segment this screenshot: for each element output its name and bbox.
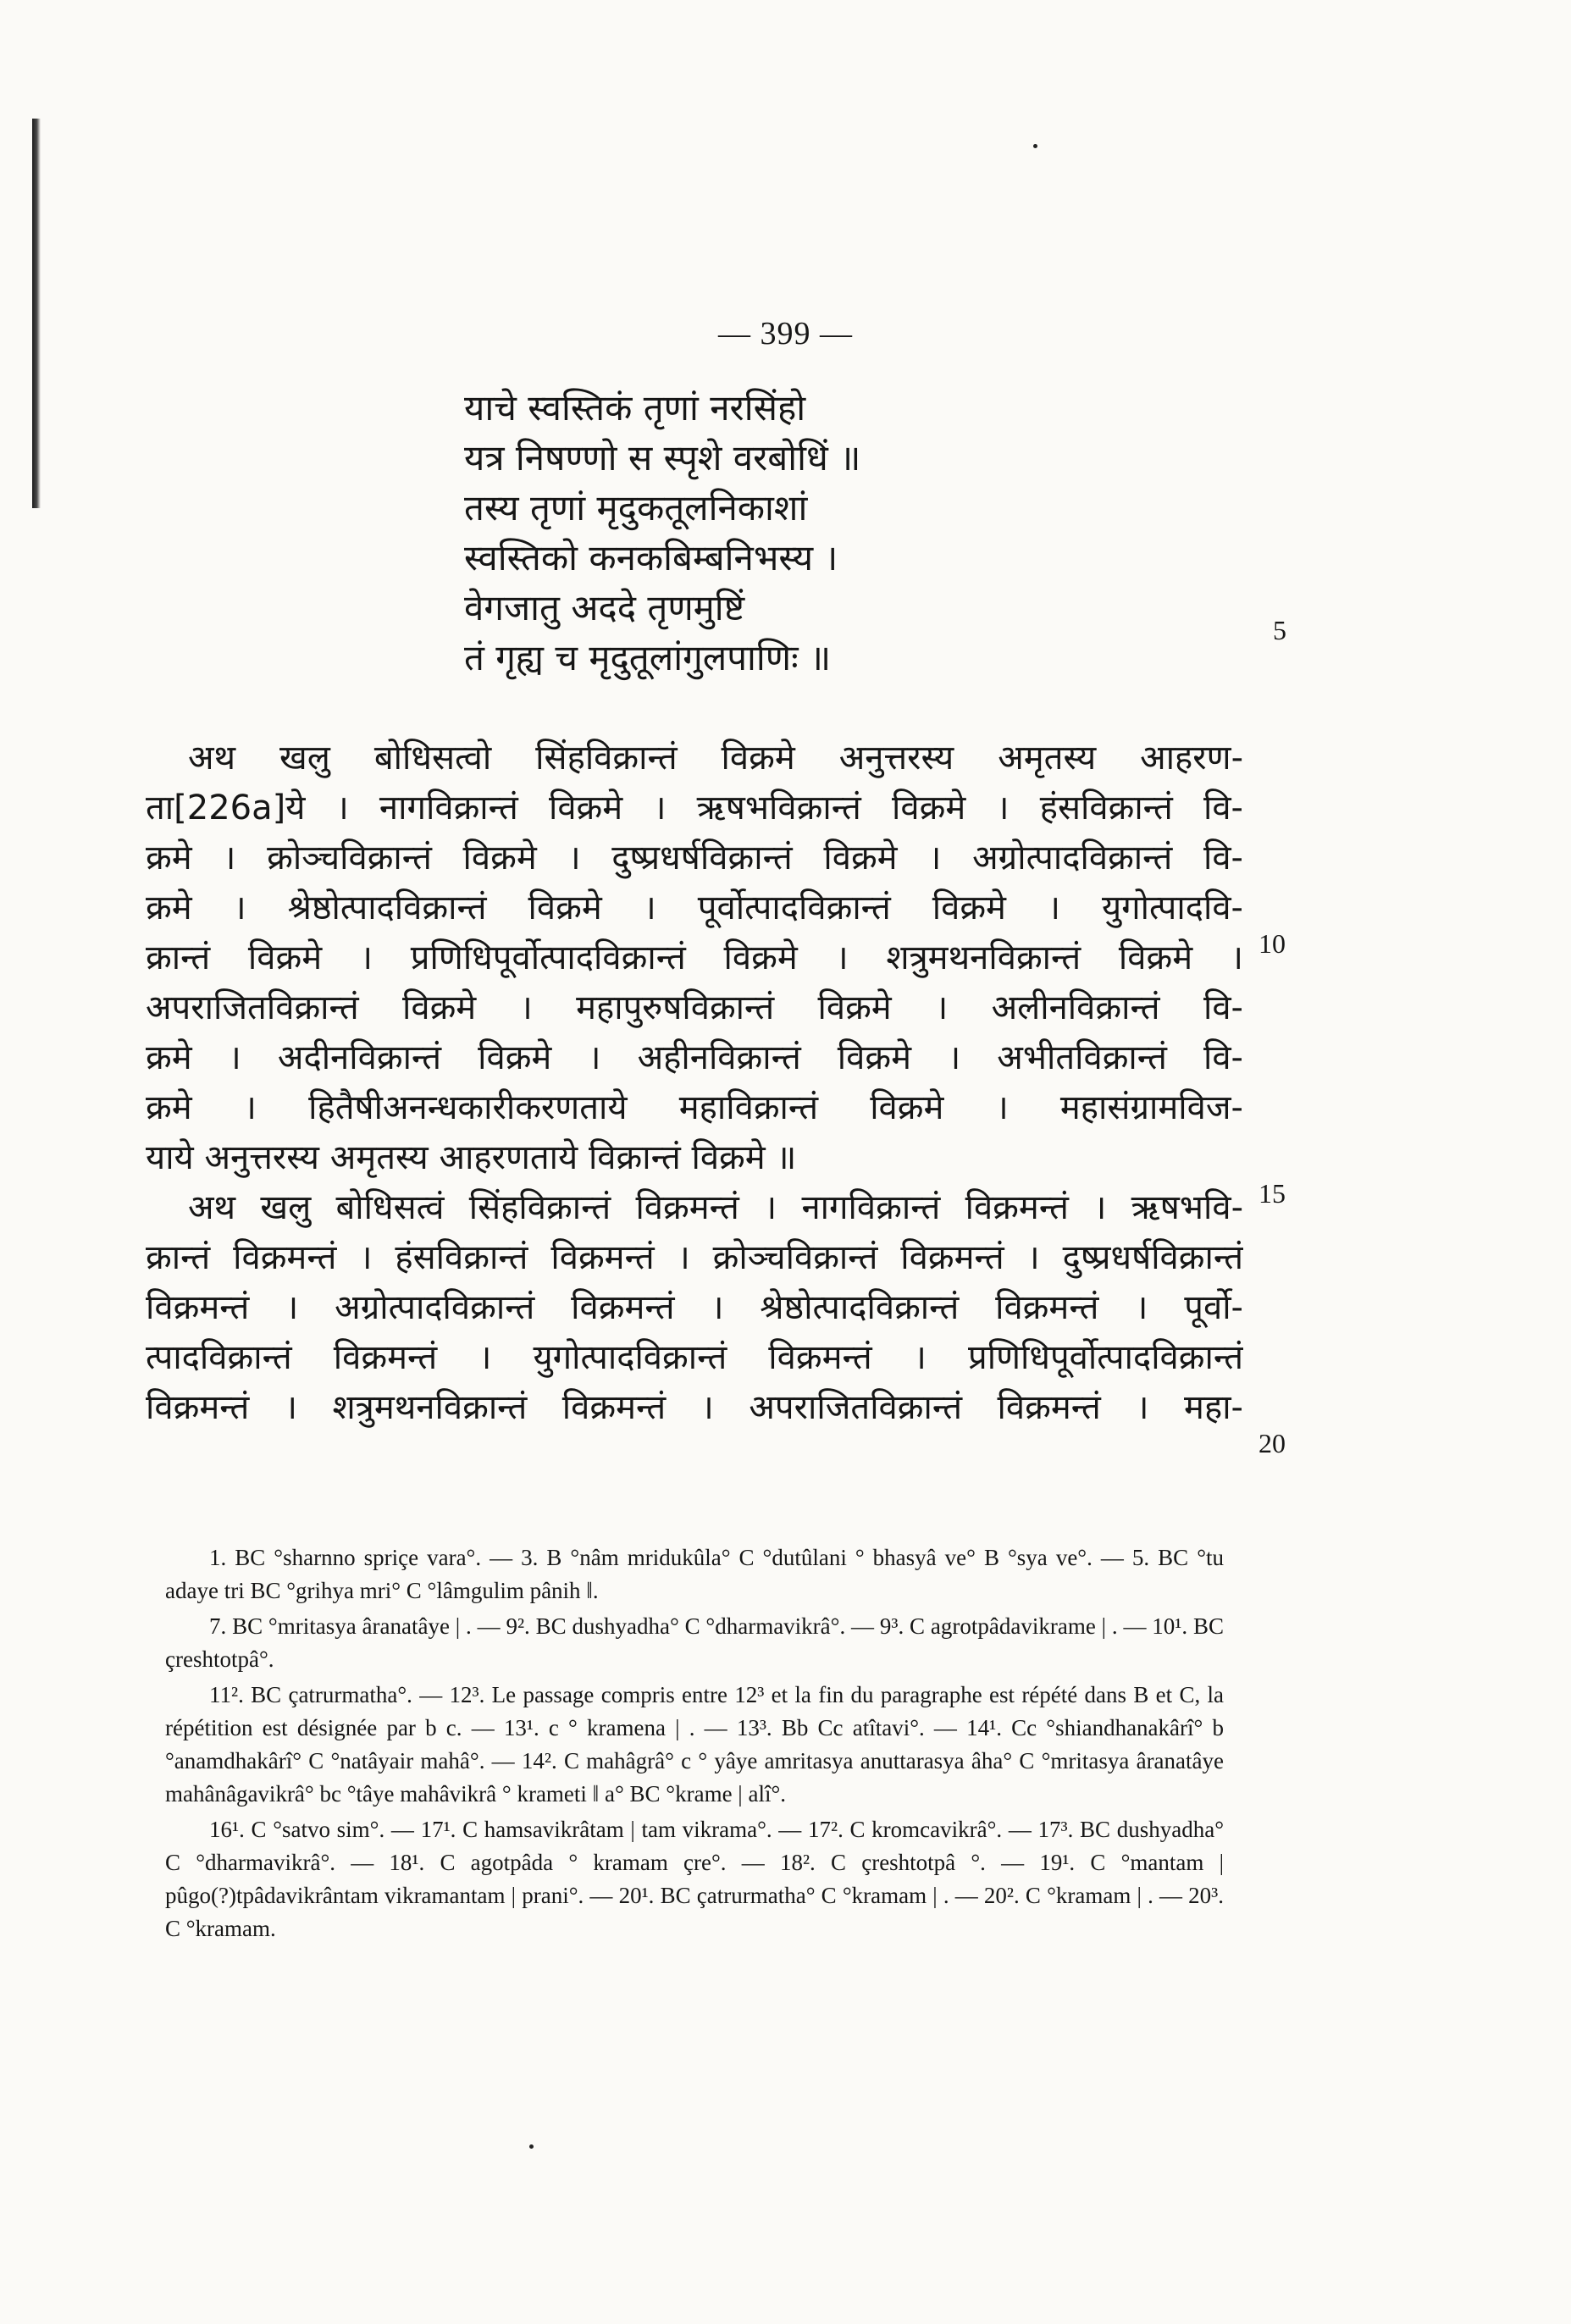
verse-line: तं गृह्य च मृदुतूलांगुलपाणिः ॥: [464, 637, 832, 678]
verse-line: स्वस्तिको कनकबिम्बनिभस्य ।: [464, 537, 838, 578]
prose-line: याये अनुत्तरस्य अमृतस्य आहरणताये विक्रान्तं विक्रमे ॥: [146, 1138, 797, 1177]
prose-line: क्रमे । श्रेष्ठोत्पादविक्रान्तं विक्रमे । पूर्वोत्पादविक्रान्तं विक्रमे । युगोत्पादवि-: [146, 888, 1243, 927]
verse-line: यत्र निषण्णो स स्पृशे वरबोधिं ॥: [464, 437, 861, 479]
verse-line: वेगजातु अददे तृणमुष्टिं: [464, 587, 745, 628]
page-number: — 399 —: [718, 316, 853, 351]
footnote-paragraph: 16¹. C °satvo sim°. — 17¹. C hamsavikrâtam | tam vikrama°. — 17². C kromcavikrâ°. — 17³. BC dushyadha° C °dharmavikrâ°. — 18¹. C agotpâda ° kramam çre°. — 18². C çreshtotpâ °. — 19¹. C °mantam | pûgo(?)tpâdavikrântam vikramantam | prani°. — 20¹. BC çatrurmatha° C °kramam | . — 20². C °kramam | . — 20³. C °kramam.: [165, 1817, 1224, 1941]
binding-edge: [32, 119, 41, 508]
footnotes: [165, 1541, 1224, 1948]
verse-line: याचे स्वस्तिकं तृणां नरसिंहो: [464, 387, 806, 429]
prose-line: क्रान्तं विक्रमे । प्रणिधिपूर्वोत्पादविक्रान्तं विक्रमे । शत्रुमथनविक्रान्तं विक्रमे ।: [146, 938, 1243, 977]
prose-line: त्पादविक्रान्तं विक्रमन्तं । युगोत्पादविक्रान्तं विक्रमन्तं । प्रणिधिपूर्वोत्पादविक्रान्तं: [146, 1338, 1243, 1377]
print-speck: [529, 2144, 534, 2149]
prose-line: अपराजितविक्रान्तं विक्रमे । महापुरुषविक्रान्तं विक्रमे । अलीनविक्रान्तं वि-: [146, 988, 1243, 1027]
prose-line: ता[226a]ये । नागविक्रान्तं विक्रमे । ऋषभविक्रान्तं विक्रमे । हंसविक्रान्तं वि-: [146, 788, 1243, 827]
prose-line: क्रमे । अदीनविक्रान्तं विक्रमे । अहीनविक्रान्तं विक्रमे । अभीतविक्रान्तं वि-: [146, 1038, 1243, 1077]
verse-line: तस्य तृणां मृदुकतूलनिकाशां: [464, 487, 808, 528]
prose-line: विक्रमन्तं । शत्रुमथनविक्रान्तं विक्रमन्तं । अपराजितविक्रान्तं विक्रमन्तं । महा-: [146, 1388, 1243, 1427]
line-number-5: 5: [1273, 615, 1286, 645]
footnote-paragraph: 7. BC °mritasya âranatâye | . — 9². BC dushyadha° C °dharmavikrâ°. — 9³. C agrotpâdavikrame | . — 10¹. BC çreshtotpâ°.: [165, 1613, 1224, 1672]
prose-line: अथ खलु बोधिसत्वो सिंहविक्रान्तं विक्रमे अनुत्तरस्य अमृतस्य आहरण-: [188, 739, 1243, 777]
prose-block: [146, 733, 1243, 1433]
print-speck: [1033, 144, 1037, 148]
footnote-paragraph: 1. BC °sharnno spriçe vara°. — 3. B °nâm mridukûla° C °dutûlani ° bhasyâ ve° B °sya ve°. — 5. BC °tu adaye tri BC °grihya mri° C °lâmgulim pânih ‖.: [165, 1545, 1224, 1603]
footnote-paragraph: 11². BC çatrurmatha°. — 12³. Le passage compris entre 12³ et la fin du paragraphe est répété dans B et C, la répétition est désignée par b c. — 13¹. c ° kramena | . — 13³. Bb Cc atîtavi°. — 14¹. Cc °shiandhanakârî° b °anamdhakârî° C °natâyair mahâ°. — 14². C mahâgrâ° c ° yâye amritasya anuttarasya âha° C °mritasya âranatâye mahânâgavikrâ° bc °tâye mahâvikrâ ° krameti ‖ a° BC °krame | alî°.: [165, 1682, 1224, 1807]
line-number-20: 20: [1258, 1428, 1286, 1458]
prose-line: क्रमे । क्रोञ्चविक्रान्तं विक्रमे । दुष्प्रधर्षविक्रान्तं विक्रमे । अग्रोत्पादविक्रान्तं वि-: [146, 838, 1243, 877]
line-number-10: 10: [1258, 928, 1286, 959]
line-number-15: 15: [1258, 1178, 1286, 1209]
prose-line: क्रान्तं विक्रमन्तं । हंसविक्रान्तं विक्रमन्तं । क्रोञ्चविक्रान्तं विक्रमन्तं । दुष्प्रधर्षविक्रान्तं: [146, 1238, 1243, 1277]
prose-line: विक्रमन्तं । अग्रोत्पादविक्रान्तं विक्रमन्तं । श्रेष्ठोत्पादविक्रान्तं विक्रमन्तं । पूर्वो-: [146, 1288, 1243, 1327]
prose-line: क्रमे । हितैषीअनन्धकारीकरणताये महाविक्रान्तं विक्रमे । महासंग्रामविज-: [146, 1088, 1243, 1127]
verse-block: [464, 383, 1311, 683]
prose-line: अथ खलु बोधिसत्वं सिंहविक्रान्तं विक्रमन्तं । नागविक्रान्तं विक्रमन्तं । ऋषभवि-: [188, 1188, 1243, 1227]
